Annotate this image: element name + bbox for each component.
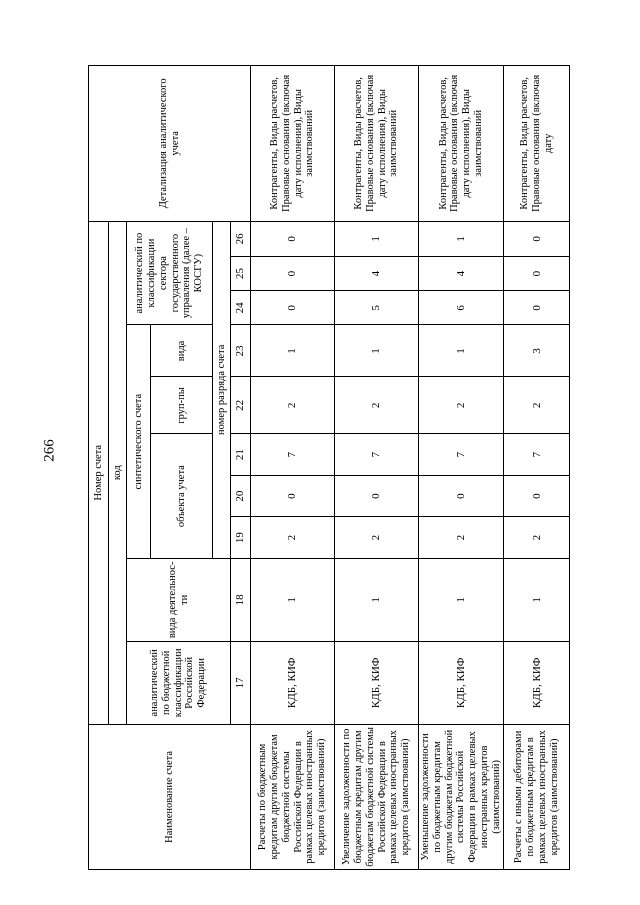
- row-kosgu-3: 1: [419, 221, 504, 256]
- row-kind: 3: [504, 325, 570, 377]
- row-detail: Контрагенты, Виды расчетов, Правовые основания (включая дату исполнения), Виды заимствований: [419, 66, 504, 222]
- table-row: [419, 66, 504, 870]
- row-account-name: Расчеты с иными дебиторами по бюджетным кредитам в рамках целевых иностранных кредитов (заимствований): [504, 724, 570, 869]
- header-kind: вида: [151, 325, 213, 377]
- row-kosgu-2: 4: [335, 257, 419, 291]
- row-account-name: Уменьшение задолженности по бюджетным кредитам другим бюджетам бюджетной системы Российской Федерации в рамках целевых иностранных кредитов (заимствований): [419, 724, 504, 869]
- row-kosgu-3: 1: [335, 221, 419, 256]
- row-detail: Контрагенты, Виды расчетов, Правовые основания (включая дату исполнения), Виды заимствований: [335, 66, 419, 222]
- row-group: 2: [504, 377, 570, 434]
- row-kosgu-1: 5: [335, 291, 419, 325]
- row-object-2: 0: [504, 475, 570, 516]
- header-analytic-bk: аналитический по бюджетной классификации Российской Федерации: [127, 641, 231, 724]
- header-group: груп-пы: [151, 377, 213, 434]
- row-kosgu-1: 0: [251, 291, 335, 325]
- row-group: 2: [335, 377, 419, 434]
- header-row-1: [89, 66, 109, 870]
- row-object-1: 2: [419, 517, 504, 558]
- row-group: 2: [419, 377, 504, 434]
- row-object-2: 0: [419, 475, 504, 516]
- header-code: код: [109, 221, 127, 724]
- table-row: [335, 66, 419, 870]
- row-kind: 1: [419, 325, 504, 377]
- row-analytic: КДБ, КИФ: [504, 641, 570, 724]
- rotated-table-container: [88, 65, 568, 870]
- row-analytic: КДБ, КИФ: [335, 641, 419, 724]
- digit-20: 20: [231, 475, 251, 516]
- digit-24: 24: [231, 291, 251, 325]
- row-kosgu-2: 0: [251, 257, 335, 291]
- table-row: [251, 66, 335, 870]
- header-activity: вида деятельнос-ти: [127, 558, 231, 641]
- row-group: 2: [251, 377, 335, 434]
- header-account-number: Номер счета: [89, 221, 109, 724]
- digit-22: 22: [231, 377, 251, 434]
- row-object-3: 7: [504, 434, 570, 475]
- row-activity: 1: [504, 558, 570, 641]
- row-analytic: КДБ, КИФ: [251, 641, 335, 724]
- row-detail: Контрагенты, Виды расчетов, Правовые основания (включая дату исполнения), Виды заимствований: [251, 66, 335, 222]
- row-activity: 1: [335, 558, 419, 641]
- header-digit-number: номер разряда счета: [213, 221, 231, 558]
- row-kind: 1: [335, 325, 419, 377]
- header-kosgu: аналитический по классификации сектора государственного управления (далее – КОСГУ): [127, 221, 213, 325]
- digit-25: 25: [231, 257, 251, 291]
- digit-19: 19: [231, 517, 251, 558]
- row-kind: 1: [251, 325, 335, 377]
- digit-23: 23: [231, 325, 251, 377]
- header-account-name: Наименование счета: [89, 724, 251, 869]
- row-detail: Контрагенты, Виды расчетов, Правовые основания (включая дату: [504, 66, 570, 222]
- accounts-table: [88, 65, 570, 870]
- row-kosgu-2: 0: [504, 257, 570, 291]
- header-detail: Детализация аналитического учета: [89, 66, 251, 222]
- row-kosgu-1: 6: [419, 291, 504, 325]
- row-object-1: 2: [335, 517, 419, 558]
- row-object-3: 7: [419, 434, 504, 475]
- page-number: 266: [41, 439, 58, 462]
- header-object: объекта учета: [151, 434, 213, 558]
- digit-18: 18: [231, 558, 251, 641]
- row-object-2: 0: [335, 475, 419, 516]
- row-activity: 1: [419, 558, 504, 641]
- digit-21: 21: [231, 434, 251, 475]
- digit-17: 17: [231, 641, 251, 724]
- row-object-1: 2: [251, 517, 335, 558]
- row-kosgu-2: 4: [419, 257, 504, 291]
- row-object-1: 2: [504, 517, 570, 558]
- digit-26: 26: [231, 221, 251, 256]
- row-account-name: Увеличение задолженности по бюджетным кредитам другим бюджетам бюджетной системы Российской Федерации в рамках целевых иностранных кредитов (заимствований): [335, 724, 419, 869]
- table-row: [504, 66, 570, 870]
- row-analytic: КДБ, КИФ: [419, 641, 504, 724]
- row-kosgu-3: 0: [504, 221, 570, 256]
- row-account-name: Расчеты по бюджетным кредитам другим бюджетам бюджетной системы Российской Федерации в рамках целевых иностранных кредитов (заимствований): [251, 724, 335, 869]
- row-object-3: 7: [335, 434, 419, 475]
- row-object-2: 0: [251, 475, 335, 516]
- row-activity: 1: [251, 558, 335, 641]
- header-synthetic: синтетического счета: [127, 325, 151, 558]
- row-object-3: 7: [251, 434, 335, 475]
- row-kosgu-1: 0: [504, 291, 570, 325]
- row-kosgu-3: 0: [251, 221, 335, 256]
